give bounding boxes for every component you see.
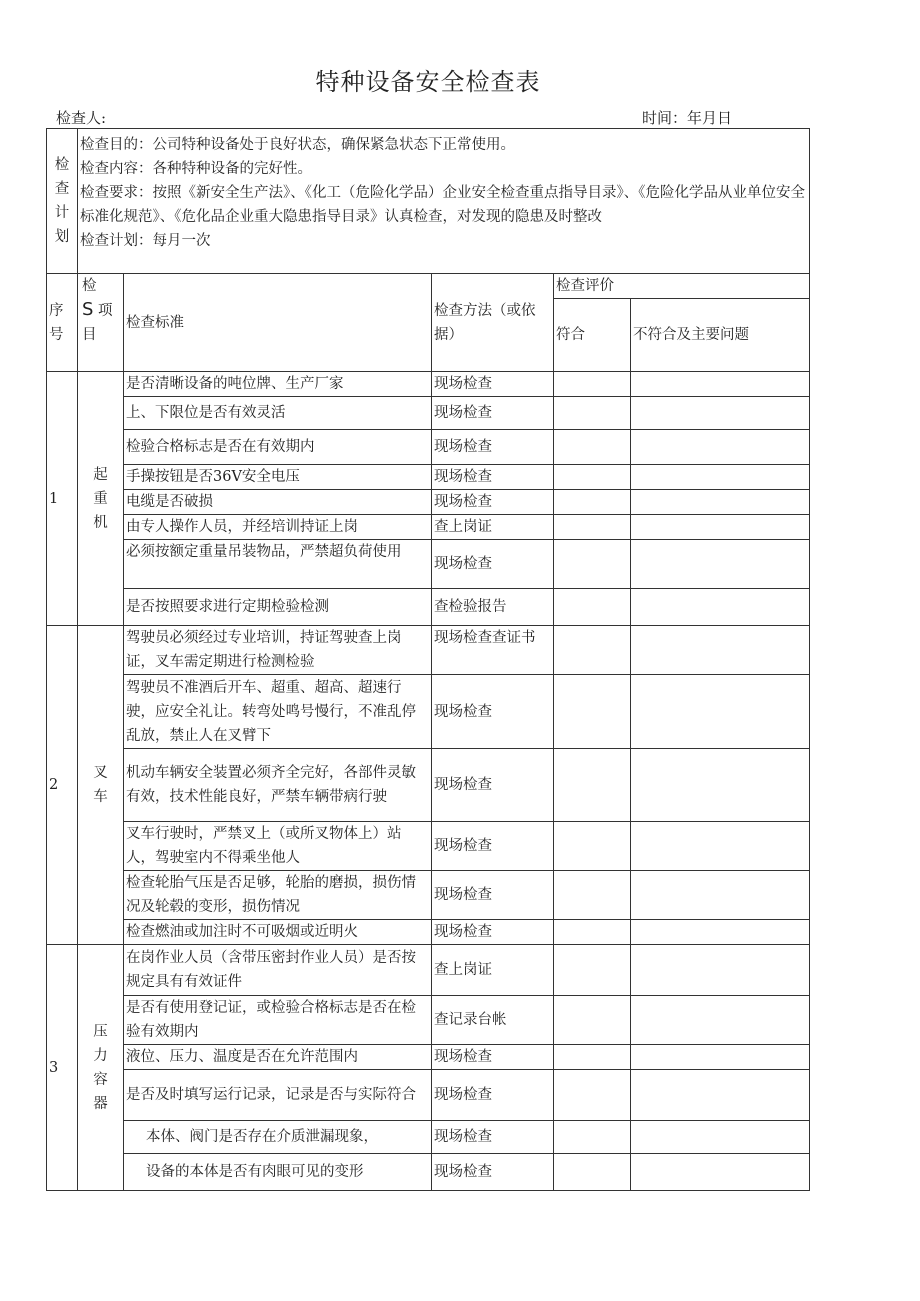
plan-purpose: 检查目的：公司特种设备处于良好状态，确保紧急状态下正常使用。	[80, 137, 515, 153]
check-standard: 检验合格标志是否在有效期内	[124, 430, 432, 465]
check-method: 现场检查	[432, 822, 554, 871]
table-row	[47, 626, 810, 675]
section-item: 压 力 容 器	[78, 945, 124, 1191]
check-method: 查上岗证	[432, 515, 554, 540]
eval-issue-cell[interactable]	[631, 1070, 810, 1121]
eval-issue-cell[interactable]	[631, 945, 810, 996]
eval-issue-cell[interactable]	[631, 871, 810, 920]
check-method: 现场检查	[432, 920, 554, 945]
check-standard: 是否及时填写运行记录，记录是否与实际符合	[124, 1070, 432, 1121]
check-method: 现场检查	[432, 1045, 554, 1070]
header-item-c: 项	[98, 303, 113, 319]
header-seq: 序号	[47, 274, 78, 372]
check-method: 现场检查	[432, 490, 554, 515]
plan-requirement: 检查要求：按照《新安全生产法》、《化工（危险化学品）企业安全检查重点指导目录》、《危险化学品从业单位安全标准化规范》、《危化品企业重大隐患指导目录》认真检查，对发现的隐患及时整改	[80, 185, 805, 225]
eval-ok-cell[interactable]	[554, 515, 631, 540]
table-row	[47, 397, 810, 430]
check-standard: 是否有使用登记证，或检验合格标志是否在检验有效期内	[124, 996, 432, 1045]
check-method: 查检验报告	[432, 589, 554, 626]
eval-ok-cell[interactable]	[554, 1070, 631, 1121]
table-row	[47, 920, 810, 945]
section-seq: 2	[47, 626, 78, 945]
eval-issue-cell[interactable]	[631, 515, 810, 540]
table-row	[47, 1154, 810, 1191]
table-row	[47, 1045, 810, 1070]
check-method: 现场检查	[432, 871, 554, 920]
check-method: 现场检查	[432, 372, 554, 397]
time-label: 时间：年月日	[642, 109, 733, 127]
check-standard: 是否按照要求进行定期检验检测	[124, 589, 432, 626]
section-seq: 1	[47, 372, 78, 626]
inspector-label: 检查人:	[56, 109, 107, 127]
check-standard: 必须按额定重量吊装物品，严禁超负荷使用	[124, 540, 432, 589]
check-standard: 驾驶员必须经过专业培训，持证驾驶查上岗证，叉车需定期进行检测检验	[124, 626, 432, 675]
check-method: 现场检查	[432, 749, 554, 822]
check-standard: 由专人操作人员，并经培训持证上岗	[124, 515, 432, 540]
header-eval: 检查评价	[554, 274, 810, 299]
check-standard: 驾驶员不准酒后开车、超重、超高、超速行驶，应安全礼让。转弯处鸣号慢行，不准乱停乱放，禁止人在叉臂下	[124, 675, 432, 749]
eval-ok-cell[interactable]	[554, 675, 631, 749]
table-row	[47, 1121, 810, 1154]
check-standard: 本体、阀门是否存在介质泄漏现象，	[124, 1121, 432, 1154]
plan-content	[78, 129, 810, 274]
eval-issue-cell[interactable]	[631, 490, 810, 515]
check-standard: 叉车行驶时，严禁叉上（或所叉物体上）站人，驾驶室内不得乘坐他人	[124, 822, 432, 871]
eval-issue-cell[interactable]	[631, 675, 810, 749]
table-row	[47, 945, 810, 996]
check-method: 现场检查	[432, 1154, 554, 1191]
eval-issue-cell[interactable]	[631, 822, 810, 871]
check-method: 现场检查	[432, 540, 554, 589]
check-standard: 检查燃油或加注时不可吸烟或近明火	[124, 920, 432, 945]
eval-ok-cell[interactable]	[554, 589, 631, 626]
check-standard: 检查轮胎气压是否足够，轮胎的磨损，损伤情况及轮毂的变形，损伤情况	[124, 871, 432, 920]
eval-issue-cell[interactable]	[631, 589, 810, 626]
header-method: 检查方法（或依据）	[432, 274, 554, 372]
section-seq: 3	[47, 945, 78, 1191]
table-row	[47, 540, 810, 589]
eval-issue-cell[interactable]	[631, 626, 810, 675]
check-standard: 机动车辆安全装置必须齐全完好，各部件灵敏有效，技术性能良好，严禁车辆带病行驶	[124, 749, 432, 822]
table-row	[47, 749, 810, 822]
header-standard: 检查标准	[124, 274, 432, 372]
check-standard: 上、下限位是否有效灵活	[124, 397, 432, 430]
eval-ok-cell[interactable]	[554, 1154, 631, 1191]
table-row	[47, 822, 810, 871]
table-row	[47, 490, 810, 515]
header-item	[78, 274, 124, 372]
inspection-table	[46, 128, 810, 1191]
header-not-ok: 不符合及主要问题	[631, 299, 810, 372]
check-method: 现场检查	[432, 1121, 554, 1154]
check-standard: 是否清晰设备的吨位牌、生产厂家	[124, 372, 432, 397]
eval-issue-cell[interactable]	[631, 1121, 810, 1154]
eval-issue-cell[interactable]	[631, 920, 810, 945]
section-item: 起 重 机	[78, 372, 124, 626]
eval-issue-cell[interactable]	[631, 1154, 810, 1191]
check-standard: 手操按钮是否36V安全电压	[124, 465, 432, 490]
eval-ok-cell[interactable]	[554, 920, 631, 945]
table-row	[47, 430, 810, 465]
eval-ok-cell[interactable]	[554, 871, 631, 920]
eval-ok-cell[interactable]	[554, 626, 631, 675]
check-method: 现场检查查证书	[432, 626, 554, 675]
check-method: 查上岗证	[432, 945, 554, 996]
eval-issue-cell[interactable]	[631, 372, 810, 397]
table-row	[47, 1070, 810, 1121]
eval-issue-cell[interactable]	[631, 430, 810, 465]
eval-issue-cell[interactable]	[631, 1045, 810, 1070]
table-row	[47, 515, 810, 540]
eval-issue-cell[interactable]	[631, 749, 810, 822]
check-method: 现场检查	[432, 465, 554, 490]
eval-ok-cell[interactable]	[554, 945, 631, 996]
check-method: 现场检查	[432, 430, 554, 465]
eval-ok-cell[interactable]	[554, 540, 631, 589]
eval-ok-cell[interactable]	[554, 465, 631, 490]
plan-schedule: 检查计划：每月一次	[80, 233, 211, 249]
eval-ok-cell[interactable]	[554, 1121, 631, 1154]
header-row-1	[47, 274, 810, 299]
table-row	[47, 871, 810, 920]
page-title: 特种设备安全检查表	[315, 68, 541, 96]
header-ok: 符合	[554, 299, 631, 372]
eval-ok-cell[interactable]	[554, 490, 631, 515]
eval-ok-cell[interactable]	[554, 996, 631, 1045]
eval-ok-cell[interactable]	[554, 822, 631, 871]
check-standard: 液位、压力、温度是否在允许范围内	[124, 1045, 432, 1070]
table-row	[47, 372, 810, 397]
eval-ok-cell[interactable]	[554, 1045, 631, 1070]
check-method: 现场检查	[432, 1070, 554, 1121]
check-standard: 设备的本体是否有肉眼可见的变形	[124, 1154, 432, 1191]
eval-ok-cell[interactable]	[554, 430, 631, 465]
header-item-d: 目	[82, 327, 97, 343]
table-row	[47, 996, 810, 1045]
eval-ok-cell[interactable]	[554, 372, 631, 397]
plan-row	[47, 129, 810, 274]
table-row	[47, 675, 810, 749]
eval-ok-cell[interactable]	[554, 749, 631, 822]
header-item-a: 检	[82, 278, 97, 294]
eval-issue-cell[interactable]	[631, 465, 810, 490]
eval-issue-cell[interactable]	[631, 996, 810, 1045]
table-row	[47, 465, 810, 490]
eval-issue-cell[interactable]	[631, 397, 810, 430]
eval-issue-cell[interactable]	[631, 540, 810, 589]
check-method: 现场检查	[432, 675, 554, 749]
plan-content-line: 检查内容：各种特种设备的完好性。	[80, 161, 312, 177]
check-standard: 在岗作业人员（含带压密封作业人员）是否按规定具有有效证件	[124, 945, 432, 996]
eval-ok-cell[interactable]	[554, 397, 631, 430]
header-item-b: S	[82, 299, 94, 320]
check-standard: 电缆是否破损	[124, 490, 432, 515]
table-row	[47, 589, 810, 626]
section-item: 叉 车	[78, 626, 124, 945]
plan-label: 检 查 计 划	[54, 157, 70, 245]
check-method: 现场检查	[432, 397, 554, 430]
check-method: 查记录台帐	[432, 996, 554, 1045]
plan-label-cell	[47, 129, 78, 274]
